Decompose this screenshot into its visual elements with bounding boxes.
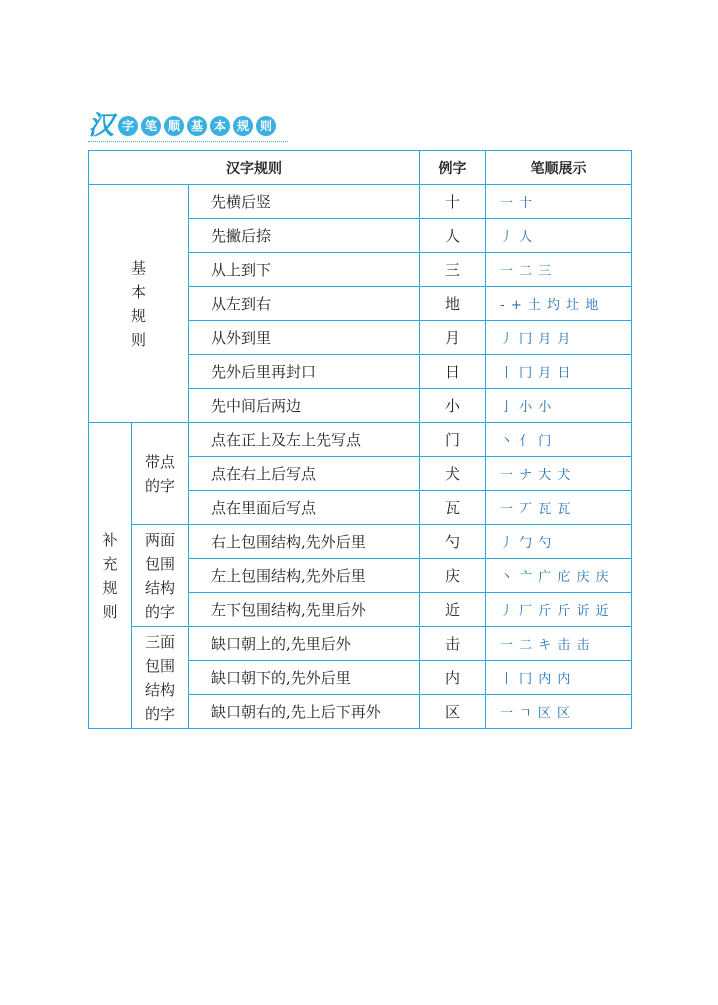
rule-cell: 缺口朝下的,先外后里 (189, 661, 420, 695)
group-label-char: 补 (102, 530, 118, 549)
title-underline (88, 141, 288, 142)
rule-cell: 左下包围结构,先里后外 (189, 593, 420, 627)
group-label-char: 规 (102, 578, 118, 597)
rule-cell: 点在正上及左上先写点 (189, 423, 420, 457)
subgroup-three-side-enclosure (132, 627, 189, 729)
table-header-row (89, 151, 632, 185)
stroke-order-table (88, 150, 632, 729)
stroke-demo-cell: 丶 亻 门 (486, 423, 632, 457)
group-label-char: 规 (130, 306, 146, 325)
table-row (89, 423, 632, 457)
rule-cell: 从左到右 (189, 287, 420, 321)
stroke-demo-cell: 一 ㄱ 区 区 (486, 695, 632, 729)
example-char-cell: 月 (420, 321, 486, 355)
stroke-demo-cell: 一 二 三 (486, 253, 632, 287)
rule-cell: 左上包围结构,先外后里 (189, 559, 420, 593)
subgroup-label-line: 包围 (144, 554, 175, 573)
subgroup-label-line: 的字 (144, 704, 175, 723)
subgroup-label-line: 结构 (144, 578, 175, 597)
example-char-cell: 十 (420, 185, 486, 219)
stroke-demo-cell: 一 ナ 大 犬 (486, 457, 632, 491)
table-row (89, 525, 632, 559)
example-char-cell: 近 (420, 593, 486, 627)
stroke-demo-cell: 丨 冂 内 内 (486, 661, 632, 695)
subgroup-two-side-enclosure (132, 525, 189, 627)
group-supplementary-rules (89, 423, 132, 729)
stroke-demo-cell: 亅 小 小 (486, 389, 632, 423)
group-label-char: 基 (130, 258, 146, 277)
example-char-cell: 日 (420, 355, 486, 389)
table-row (89, 185, 632, 219)
title-ball: 则 (256, 116, 276, 136)
subgroup-label-line: 的字 (144, 476, 175, 495)
stroke-demo-cell: 丶 亠 广 庀 庆 庆 (486, 559, 632, 593)
stroke-demo-cell: 丨 冂 月 日 (486, 355, 632, 389)
subgroup-label-line: 两面 (144, 530, 175, 549)
stroke-demo-cell: 丿 厂 斤 斤 䜣 近 (486, 593, 632, 627)
example-char-cell: 勺 (420, 525, 486, 559)
rule-cell: 缺口朝上的,先里后外 (189, 627, 420, 661)
rule-cell: 缺口朝右的,先上后下再外 (189, 695, 420, 729)
example-char-cell: 区 (420, 695, 486, 729)
stroke-demo-cell: 丿 人 (486, 219, 632, 253)
rule-cell: 先中间后两边 (189, 389, 420, 423)
subgroup-label-line: 带点 (144, 452, 175, 471)
example-char-cell: 击 (420, 627, 486, 661)
title-ball: 基 (187, 116, 207, 136)
rule-cell: 从外到里 (189, 321, 420, 355)
group-label-char: 充 (102, 554, 118, 573)
table-row (89, 627, 632, 661)
rule-cell: 先横后竖 (189, 185, 420, 219)
header-rule: 汉字规则 (89, 151, 420, 185)
title-ball: 规 (233, 116, 253, 136)
group-label-char: 则 (130, 330, 146, 349)
example-char-cell: 地 (420, 287, 486, 321)
example-char-cell: 犬 (420, 457, 486, 491)
group-basic-rules (89, 185, 189, 423)
stroke-demo-cell: 丿 勹 勺 (486, 525, 632, 559)
example-char-cell: 小 (420, 389, 486, 423)
subgroup-label-line: 三面 (144, 632, 175, 651)
stroke-demo-cell: - + 土 圴 圵 地 (486, 287, 632, 321)
header-demo: 笔顺展示 (486, 151, 632, 185)
stroke-demo-cell: 一 十 (486, 185, 632, 219)
example-char-cell: 三 (420, 253, 486, 287)
stroke-demo-cell: 丿 冂 月 月 (486, 321, 632, 355)
example-char-cell: 内 (420, 661, 486, 695)
subgroup-label-line: 包围 (144, 656, 175, 675)
rule-cell: 从上到下 (189, 253, 420, 287)
example-char-cell: 门 (420, 423, 486, 457)
stroke-demo-cell: 一 二 キ 击 击 (486, 627, 632, 661)
title-ball: 顺 (164, 116, 184, 136)
rule-cell: 先撇后捺 (189, 219, 420, 253)
subgroup-label-line: 结构 (144, 680, 175, 699)
rule-cell: 先外后里再封口 (189, 355, 420, 389)
rule-cell: 点在右上后写点 (189, 457, 420, 491)
title-first-char: 汉 (88, 111, 115, 141)
title-ball: 本 (210, 116, 230, 136)
title-ball: 笔 (141, 116, 161, 136)
stroke-demo-cell: 一 丆 瓦 瓦 (486, 491, 632, 525)
title-ball: 字 (118, 116, 138, 136)
subgroup-dot-chars (132, 423, 189, 525)
rule-cell: 右上包围结构,先外后里 (189, 525, 420, 559)
page-title (88, 108, 279, 144)
group-label-char: 则 (102, 602, 118, 621)
example-char-cell: 庆 (420, 559, 486, 593)
group-label-char: 本 (130, 282, 146, 301)
header-example: 例字 (420, 151, 486, 185)
rule-cell: 点在里面后写点 (189, 491, 420, 525)
subgroup-label-line: 的字 (144, 602, 175, 621)
example-char-cell: 人 (420, 219, 486, 253)
example-char-cell: 瓦 (420, 491, 486, 525)
